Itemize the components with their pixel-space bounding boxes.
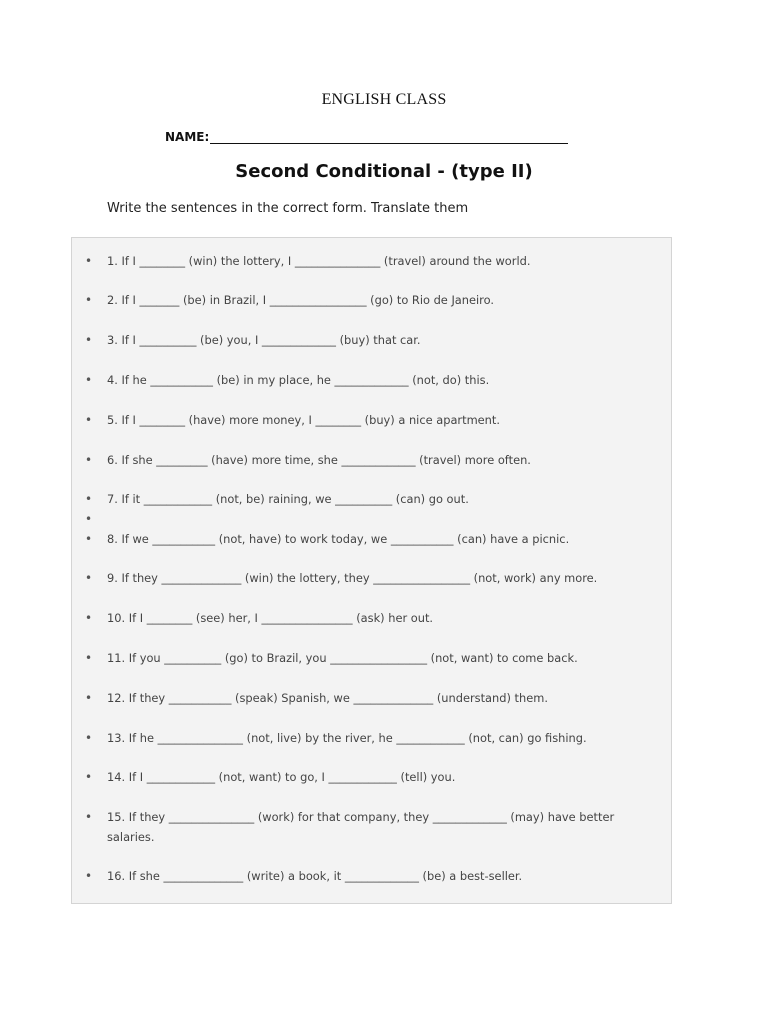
exercise-text: 4. If he ___________ (be) in my place, he _____________ (not, do) this. [107, 373, 490, 387]
bullet-icon: • [85, 770, 93, 784]
exercise-text: 10. If I ________ (see) her, I ________________ (ask) her out. [107, 611, 434, 625]
bullet-icon: • [85, 651, 93, 665]
class-header: ENGLISH CLASS [321, 91, 447, 108]
bullet-icon: • [85, 869, 93, 883]
instructions: Write the sentences in the correct form. Translate them [107, 201, 469, 216]
exercise-text: 13. If he _______________ (not, live) by the river, he ____________ (not, can) go fishing. [107, 731, 587, 745]
exercise-text: 16. If she ______________ (write) a book, it _____________ (be) a best-seller. [107, 869, 523, 883]
exercise-list-box [71, 237, 672, 904]
exercise-text: 12. If they ___________ (speak) Spanish, we ______________ (understand) them. [107, 691, 548, 705]
bullet-icon: • [85, 293, 93, 307]
bullet-icon: • [85, 512, 93, 526]
bullet-icon: • [85, 810, 93, 824]
bullet-icon: • [85, 691, 93, 705]
bullet-icon: • [85, 731, 93, 745]
exercise-text: 7. If it ____________ (not, be) raining, we __________ (can) go out. [107, 492, 469, 506]
bullet-icon: • [85, 254, 93, 268]
exercise-text: 8. If we ___________ (not, have) to work today, we ___________ (can) have a picnic. [107, 532, 570, 546]
exercise-text: 3. If I __________ (be) you, I _____________ (buy) that car. [107, 333, 421, 347]
exercise-text: 2. If I _______ (be) in Brazil, I _________________ (go) to Rio de Janeiro. [107, 293, 494, 307]
exercise-text: 6. If she _________ (have) more time, she _____________ (travel) more often. [107, 453, 531, 467]
exercise-text: 15. If they _______________ (work) for that company, they _____________ (may) have better salaries. [107, 810, 615, 844]
exercise-text: 11. If you __________ (go) to Brazil, you _________________ (not, want) to come back. [107, 651, 578, 665]
bullet-icon: • [85, 492, 93, 506]
bullet-icon: • [85, 611, 93, 625]
bullet-icon: • [85, 453, 93, 467]
exercise-text: 5. If I ________ (have) more money, I ________ (buy) a nice apartment. [107, 413, 500, 427]
bullet-icon: • [85, 413, 93, 427]
exercise-text: 9. If they ______________ (win) the lottery, they _________________ (not, work) any more. [107, 571, 598, 585]
bullet-icon: • [85, 333, 93, 347]
bullet-icon: • [85, 373, 93, 387]
name-label: NAME: [165, 130, 210, 144]
exercise-text: 14. If I ____________ (not, want) to go, I ____________ (tell) you. [107, 770, 456, 784]
exercise-text: 1. If I ________ (win) the lottery, I _______________ (travel) around the world. [107, 254, 531, 268]
name-field-row [165, 130, 568, 144]
worksheet-title: Second Conditional - (type II) [235, 161, 533, 182]
name-blank-line [210, 130, 568, 144]
bullet-icon: • [85, 571, 93, 585]
bullet-icon: • [85, 532, 93, 546]
